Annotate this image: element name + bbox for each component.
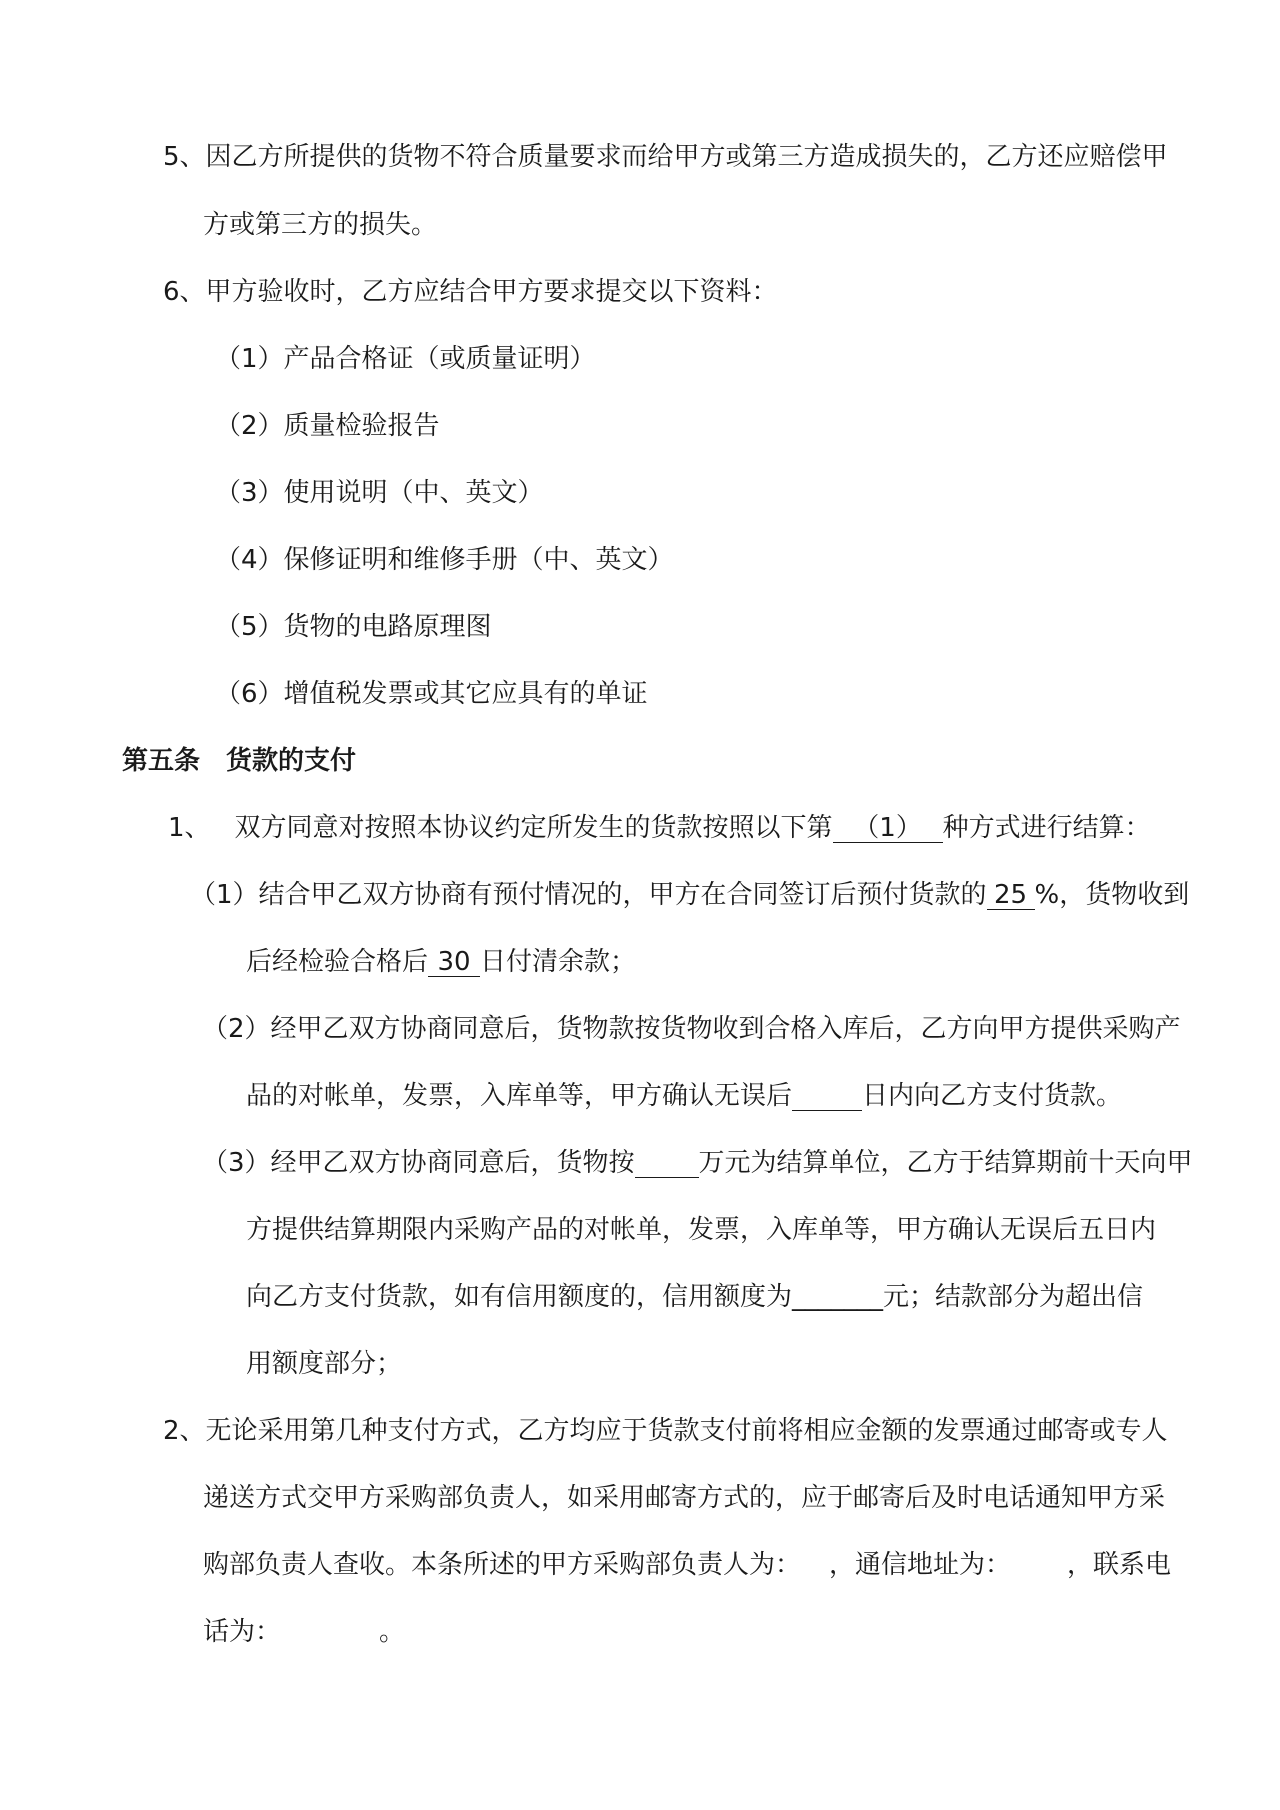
article5-title: 第五条 货款的支付 (122, 746, 357, 776)
para2-line3-text: 购部负责人查收。本条所述的甲方采购部负责人为： (203, 1550, 802, 1580)
option1-text: （1）结合甲乙双方协商有预付情况的，甲方在合同签订后预付货款的 (190, 880, 987, 910)
para1-text-end: 种方式进行结算： (942, 813, 1151, 843)
para2-line1: 2、无论采用第几种支付方式，乙方均应于货款支付前将相应金额的发票通过邮寄或专人 (163, 1416, 1168, 1446)
doc-item: （3）使用说明（中、英文） (215, 478, 544, 508)
para2-line4 (203, 1615, 405, 1649)
option2-line2 (246, 1079, 1122, 1113)
option2-line2-text-end: 日内向乙方支付货款。 (862, 1081, 1123, 1111)
method-choice-blank: （1） (833, 814, 943, 843)
option1-line2 (246, 945, 636, 979)
doc-item: （5）货物的电路原理图 (215, 612, 492, 642)
para2-address-label: ，通信地址为： (829, 1550, 1012, 1580)
option2-line2-text: 品的对帐单，发票，入库单等，甲方确认无误后 (246, 1081, 793, 1111)
option3-line4: 用额度部分； (246, 1349, 403, 1379)
option1-line2-text-end: 日付清余款； (480, 947, 637, 977)
option3-line3: 向乙方支付货款，如有信用额度的，信用额度为_______元；结款部分为超出信 (246, 1282, 1144, 1312)
option3-text: （3）经甲乙双方协商同意后，货物按 (202, 1148, 635, 1178)
para2-line2: 递送方式交甲方采购部负责人，如采用邮寄方式的，应于邮寄后及时电话通知甲方采 (203, 1483, 1166, 1513)
option3-line1 (202, 1146, 1193, 1180)
option1-line1 (190, 878, 1189, 912)
para1-number: 1、 (168, 813, 211, 843)
item5-line1: 5、因乙方所提供的货物不符合质量要求而给甲方或第三方造成损失的，乙方还应赔偿甲 (163, 142, 1168, 172)
doc-item: （1）产品合格证（或质量证明） (215, 344, 596, 374)
para2-line3 (203, 1548, 1171, 1582)
settlement-unit-blank (635, 1149, 699, 1178)
para2-phone-label: ，联系电 (1067, 1550, 1172, 1580)
prepay-percent-blank: 25 (987, 881, 1035, 910)
item6-intro: 6、甲方验收时，乙方应结合甲方要求提交以下资料： (163, 277, 778, 307)
para1-line (168, 811, 1151, 845)
option1-text-end: %，货物收到 (1034, 880, 1190, 910)
option3-text-end: 万元为结算单位，乙方于结算期前十天向甲 (698, 1148, 1193, 1178)
option3-line2: 方提供结算期限内采购产品的对帐单，发票，入库单等，甲方确认无误后五日内 (246, 1215, 1157, 1245)
doc-item: （6）增值税发票或其它应具有的单证 (215, 679, 648, 709)
para1-text: 双方同意对按照本协议约定所发生的货款按照以下第 (234, 813, 833, 843)
para2-end-mark: 。 (379, 1617, 406, 1647)
doc-item: （4）保修证明和维修手册（中、英文） (215, 545, 674, 575)
doc-item: （2）质量检验报告 (215, 411, 440, 441)
item5-line2: 方或第三方的损失。 (203, 210, 438, 240)
confirm-days-blank (792, 1082, 862, 1111)
para2-line4-text: 话为： (203, 1617, 282, 1647)
balance-days-blank: 30 (428, 948, 480, 977)
option1-line2-text: 后经检验合格后 (246, 947, 429, 977)
option2-line1: （2）经甲乙双方协商同意后，货物款按货物收到合格入库后，乙方向甲方提供采购产 (202, 1014, 1181, 1044)
